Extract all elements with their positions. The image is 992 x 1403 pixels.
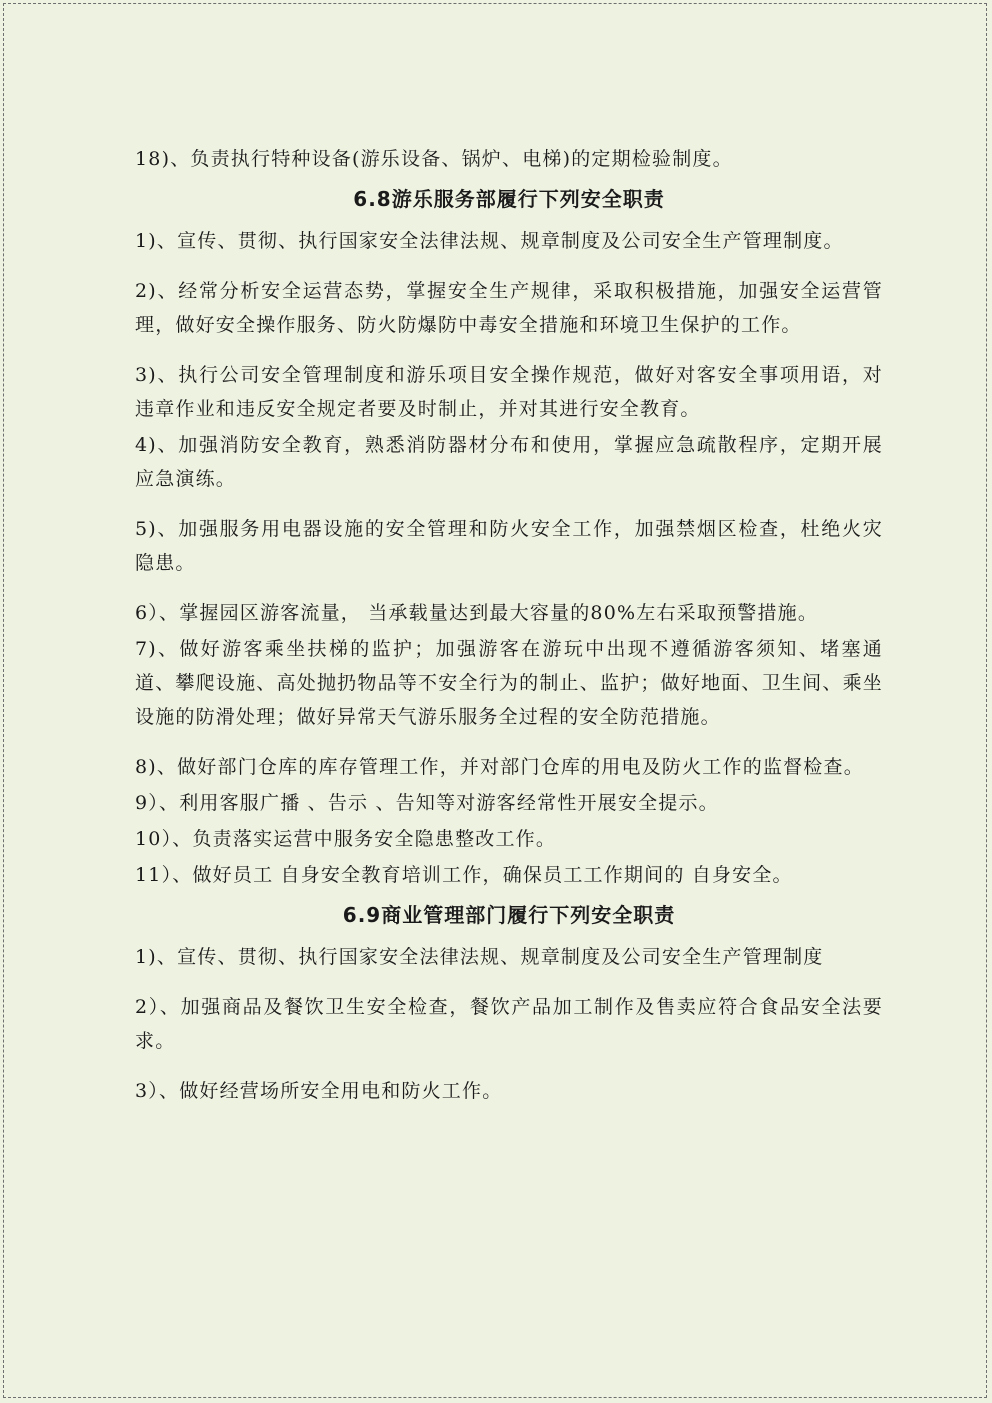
paragraph-18: 18)、负责执行特种设备(游乐设备、锅炉、电梯)的定期检验制度。 xyxy=(135,148,733,170)
paragraph-6-8-3: 3)、执行公司安全管理制度和游乐项目安全操作规范，做好对客安全事项用语，对违章作业和违反安全规定者要及时制止，并对其进行安全教育。 xyxy=(135,364,883,420)
paragraph-6-8-7: 7)、做好游客乘坐扶梯的监护；加强游客在游玩中出现不遵循游客须知、堵塞通道、攀爬设施、高处抛扔物品等不安全行为的制止、监护；做好地面、卫生间、乘坐设施的防滑处理；做好异常天气游乐服务全过程的安全防范措施。 xyxy=(135,638,883,728)
paragraph-6-8-10: 10）、负责落实运营中服务安全隐患整改工作。 xyxy=(135,828,557,850)
paragraph-6-9-2: 2）、加强商品及餐饮卫生安全检查，餐饮产品加工制作及售卖应符合食品安全法要求。 xyxy=(135,996,883,1052)
paragraph-6-8-9: 9）、利用客服广播 、告示 、告知等对游客经常性开展安全提示。 xyxy=(135,792,719,814)
paragraph-6-9-3: 3）、做好经营场所安全用电和防火工作。 xyxy=(135,1080,503,1102)
paragraph-6-8-1: 1)、宣传、贯彻、执行国家安全法律法规、规章制度及公司安全生产管理制度。 xyxy=(135,230,844,252)
heading-6-9: 6.9商业管理部门履行下列安全职责 xyxy=(342,903,676,927)
document-body xyxy=(135,142,883,1110)
paragraph-6-8-6: 6）、掌握园区游客流量， 当承载量达到最大容量的80%左右采取预警措施。 xyxy=(135,602,819,624)
paragraph-6-8-8: 8)、做好部门仓库的库存管理工作，并对部门仓库的用电及防火工作的监督检查。 xyxy=(135,756,864,778)
paragraph-6-8-2: 2)、经常分析安全运营态势，掌握安全生产规律，采取积极措施，加强安全运营管理，做好安全操作服务、防火防爆防中毒安全措施和环境卫生保护的工作。 xyxy=(135,280,883,336)
heading-6-8: 6.8游乐服务部履行下列安全职责 xyxy=(353,187,665,211)
paragraph-6-8-11: 11）、做好员工 自身安全教育培训工作，确保员工工作期间的 自身安全。 xyxy=(135,864,793,886)
paragraph-6-8-5: 5)、加强服务用电器设施的安全管理和防火安全工作，加强禁烟区检查，杜绝火灾隐患。 xyxy=(135,518,883,574)
paragraph-6-9-1: 1)、宣传、贯彻、执行国家安全法律法规、规章制度及公司安全生产管理制度 xyxy=(135,946,824,968)
paragraph-6-8-4: 4)、加强消防安全教育，熟悉消防器材分布和使用，掌握应急疏散程序，定期开展应急演练。 xyxy=(135,434,883,490)
